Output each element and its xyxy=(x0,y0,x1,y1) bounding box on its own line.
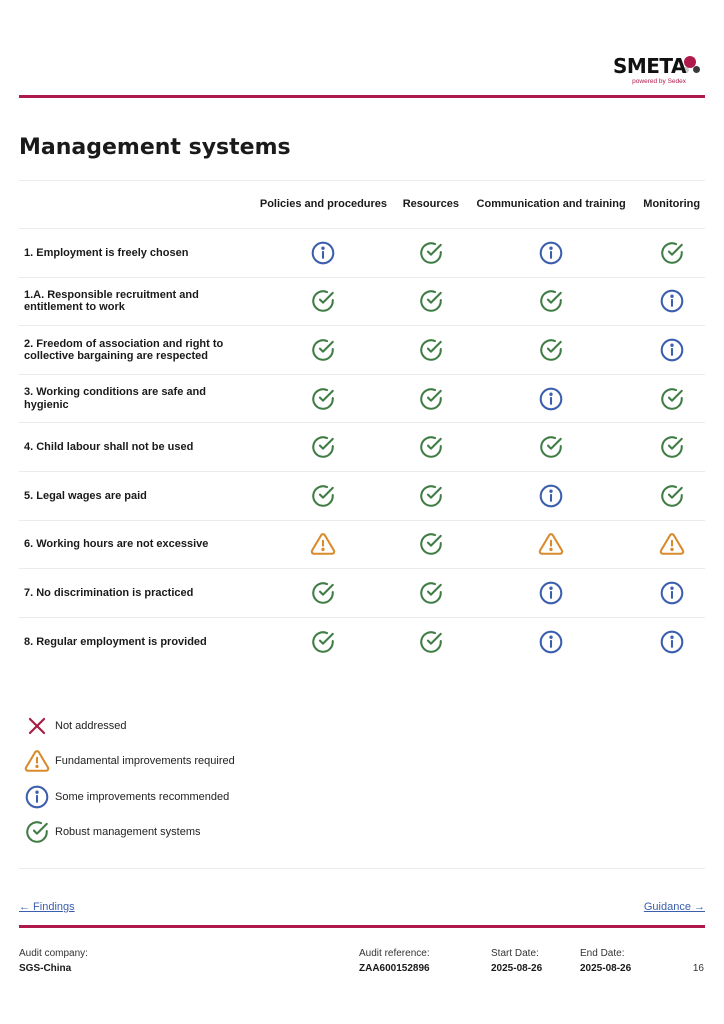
audit-company-value: SGS-China xyxy=(19,963,72,974)
logo-tagline: powered by Sedex xyxy=(632,78,686,85)
column-header-criteria xyxy=(19,181,249,229)
rating-cell xyxy=(464,229,639,278)
info-circle-icon xyxy=(538,386,564,412)
check-circle-icon xyxy=(418,531,444,557)
rating-cell xyxy=(464,471,639,520)
table-row xyxy=(19,520,705,569)
audit-reference-label: Audit reference: xyxy=(359,948,430,959)
check-circle-icon xyxy=(418,580,444,606)
audit-company-label: Audit company: xyxy=(19,948,88,959)
check-circle-icon xyxy=(659,483,685,509)
check-circle-icon xyxy=(659,240,685,266)
column-header: Communication and training xyxy=(464,181,639,229)
criterion-label: 4. Child labour shall not be used xyxy=(19,423,249,472)
rating-cell xyxy=(638,277,705,326)
start-date-value: 2025-08-26 xyxy=(491,963,543,974)
info-circle-icon xyxy=(659,580,685,606)
check-circle-icon xyxy=(24,819,50,845)
rating-cell xyxy=(398,229,464,278)
table-row xyxy=(19,326,705,375)
header-divider xyxy=(19,95,705,98)
table-row xyxy=(19,277,705,326)
check-circle-icon xyxy=(310,386,336,412)
info-circle-icon xyxy=(310,240,336,266)
findings-link[interactable]: ← Findings xyxy=(19,901,75,913)
check-circle-icon xyxy=(659,434,685,460)
column-header: Policies and procedures xyxy=(249,181,398,229)
table-row xyxy=(19,423,705,472)
table-row xyxy=(19,229,705,278)
legend-item xyxy=(24,708,235,744)
rating-cell xyxy=(464,520,639,569)
legend-item xyxy=(24,815,235,851)
column-header: Resources xyxy=(398,181,464,229)
rating-cell xyxy=(249,277,398,326)
check-circle-icon xyxy=(538,434,564,460)
logo-dot-dark xyxy=(693,66,700,73)
check-circle-icon xyxy=(538,337,564,363)
rating-cell xyxy=(464,277,639,326)
rating-cell xyxy=(638,229,705,278)
warning-triangle-icon xyxy=(310,531,336,557)
rating-cell xyxy=(398,277,464,326)
rating-cell xyxy=(638,520,705,569)
footer-divider-thin xyxy=(19,868,705,869)
check-circle-icon xyxy=(310,434,336,460)
rating-cell xyxy=(249,520,398,569)
info-circle-icon xyxy=(24,784,50,810)
end-date-value: 2025-08-26 xyxy=(580,963,632,974)
rating-cell xyxy=(398,569,464,618)
rating-cell xyxy=(398,326,464,375)
rating-cell xyxy=(249,471,398,520)
info-circle-icon xyxy=(538,483,564,509)
rating-cell xyxy=(638,617,705,666)
rating-cell xyxy=(638,326,705,375)
rating-cell xyxy=(464,423,639,472)
audit-reference-value: ZAA600152896 xyxy=(359,963,430,974)
check-circle-icon xyxy=(418,483,444,509)
table-row xyxy=(19,374,705,423)
cross-icon xyxy=(24,713,50,739)
criterion-label: 1. Employment is freely chosen xyxy=(19,229,249,278)
rating-cell xyxy=(464,617,639,666)
rating-cell xyxy=(464,326,639,375)
check-circle-icon xyxy=(418,629,444,655)
guidance-link[interactable]: Guidance → xyxy=(643,901,705,913)
warning-triangle-icon xyxy=(538,531,564,557)
rating-cell xyxy=(249,374,398,423)
rating-cell xyxy=(398,471,464,520)
rating-cell xyxy=(398,520,464,569)
warning-triangle-icon xyxy=(659,531,685,557)
page-number: 16 xyxy=(692,963,704,974)
rating-cell xyxy=(638,471,705,520)
check-circle-icon xyxy=(418,240,444,266)
legend-label: Fundamental improvements required xyxy=(55,755,235,768)
check-circle-icon xyxy=(310,483,336,509)
rating-cell xyxy=(249,569,398,618)
legend-label: Not addressed xyxy=(55,719,127,732)
check-circle-icon xyxy=(418,288,444,314)
rating-cell xyxy=(249,326,398,375)
footer-divider xyxy=(19,925,705,928)
rating-cell xyxy=(398,423,464,472)
rating-cell xyxy=(249,229,398,278)
legend-label: Some improvements recommended xyxy=(55,790,230,803)
check-circle-icon xyxy=(418,386,444,412)
rating-cell xyxy=(398,617,464,666)
check-circle-icon xyxy=(538,288,564,314)
rating-cell xyxy=(638,569,705,618)
info-circle-icon xyxy=(538,580,564,606)
criterion-label: 6. Working hours are not excessive xyxy=(19,520,249,569)
page-title: Management systems xyxy=(19,135,291,160)
check-circle-icon xyxy=(310,580,336,606)
check-circle-icon xyxy=(310,288,336,314)
check-circle-icon xyxy=(418,337,444,363)
start-date-label: Start Date: xyxy=(491,948,539,959)
table-header-row xyxy=(19,181,705,229)
warning-triangle-icon xyxy=(24,748,50,774)
check-circle-icon xyxy=(310,629,336,655)
info-circle-icon xyxy=(659,629,685,655)
criterion-label: 1.A. Responsible recruitment and entitlement to work xyxy=(19,277,249,326)
management-systems-table xyxy=(19,180,705,666)
table-row xyxy=(19,471,705,520)
logo-wordmark: SMETA xyxy=(612,54,686,78)
check-circle-icon xyxy=(310,337,336,363)
rating-cell xyxy=(638,423,705,472)
check-circle-icon xyxy=(659,386,685,412)
info-circle-icon xyxy=(659,337,685,363)
criterion-label: 7. No discrimination is practiced xyxy=(19,569,249,618)
legend xyxy=(24,708,235,850)
criterion-label: 3. Working conditions are safe and hygienic xyxy=(19,374,249,423)
info-circle-icon xyxy=(538,629,564,655)
rating-cell xyxy=(464,569,639,618)
legend-item xyxy=(24,744,235,780)
table-body xyxy=(19,229,705,666)
rating-cell xyxy=(638,374,705,423)
smeta-logo xyxy=(610,54,700,88)
criterion-label: 8. Regular employment is provided xyxy=(19,617,249,666)
legend-item xyxy=(24,779,235,815)
criterion-label: 5. Legal wages are paid xyxy=(19,471,249,520)
column-header: Monitoring xyxy=(638,181,705,229)
table-row xyxy=(19,569,705,618)
end-date-label: End Date: xyxy=(580,948,625,959)
rating-cell xyxy=(464,374,639,423)
table-row xyxy=(19,617,705,666)
legend-label: Robust management systems xyxy=(55,826,201,839)
criterion-label: 2. Freedom of association and right to collective bargaining are respected xyxy=(19,326,249,375)
rating-cell xyxy=(398,374,464,423)
rating-cell xyxy=(249,617,398,666)
info-circle-icon xyxy=(659,288,685,314)
rating-cell xyxy=(249,423,398,472)
check-circle-icon xyxy=(418,434,444,460)
info-circle-icon xyxy=(538,240,564,266)
